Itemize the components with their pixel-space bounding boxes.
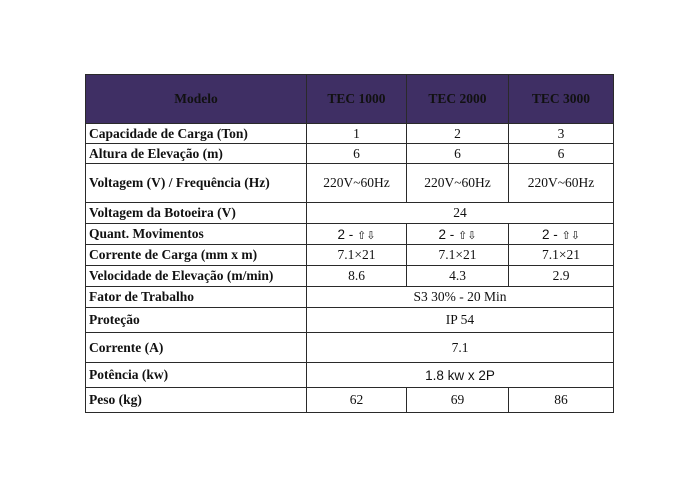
value-altura-3: 6 [509, 144, 614, 164]
label-potencia: Potência (kw) [86, 363, 307, 388]
row-capacidade [86, 124, 614, 144]
value-peso-2: 69 [407, 388, 509, 413]
label-capacidade: Capacidade de Carga (Ton) [86, 124, 307, 144]
header-tec-1000: TEC 1000 [307, 75, 407, 124]
row-altura [86, 144, 614, 164]
value-potencia: 1.8 kw x 2P [307, 363, 614, 388]
value-velocidade-1: 8.6 [307, 266, 407, 287]
header-row [86, 75, 614, 124]
label-corrente: Corrente (A) [86, 333, 307, 363]
arrow-down-icon: ⇩ [467, 228, 477, 242]
value-capacidade-1: 1 [307, 124, 407, 144]
row-voltagem [86, 164, 614, 203]
value-voltagem-3: 220V~60Hz [509, 164, 614, 203]
label-botoeira: Voltagem da Botoeira (V) [86, 203, 307, 224]
value-velocidade-3: 2.9 [509, 266, 614, 287]
value-capacidade-2: 2 [407, 124, 509, 144]
header-tec-3000: TEC 3000 [509, 75, 614, 124]
value-corrente-carga-2: 7.1×21 [407, 245, 509, 266]
spec-table [85, 74, 614, 413]
row-corrente-carga [86, 245, 614, 266]
header-tec-2000: TEC 2000 [407, 75, 509, 124]
value-altura-1: 6 [307, 144, 407, 164]
row-movimentos [86, 224, 614, 245]
value-capacidade-3: 3 [509, 124, 614, 144]
header-model: Modelo [86, 75, 307, 124]
value-corrente: 7.1 [307, 333, 614, 363]
value-protecao: IP 54 [307, 308, 614, 333]
row-peso [86, 388, 614, 413]
value-movimentos-1 [307, 224, 407, 245]
row-velocidade [86, 266, 614, 287]
value-altura-2: 6 [407, 144, 509, 164]
value-voltagem-2: 220V~60Hz [407, 164, 509, 203]
value-fator: S3 30% - 20 Min [307, 287, 614, 308]
label-voltagem: Voltagem (V) / Frequência (Hz) [86, 164, 307, 203]
movimentos-count: 2 - [438, 226, 455, 242]
label-movimentos: Quant. Movimentos [86, 224, 307, 245]
movimentos-count: 2 - [337, 226, 354, 242]
arrow-up-icon: ⇧ [357, 228, 367, 242]
value-movimentos-2 [407, 224, 509, 245]
label-velocidade: Velocidade de Elevação (m/min) [86, 266, 307, 287]
value-velocidade-2: 4.3 [407, 266, 509, 287]
row-corrente [86, 333, 614, 363]
value-corrente-carga-3: 7.1×21 [509, 245, 614, 266]
row-protecao [86, 308, 614, 333]
label-peso: Peso (kg) [86, 388, 307, 413]
arrow-down-icon: ⇩ [366, 228, 376, 242]
value-movimentos-3 [509, 224, 614, 245]
movimentos-count: 2 - [542, 226, 558, 242]
row-fator [86, 287, 614, 308]
value-peso-3: 86 [509, 388, 614, 413]
value-corrente-carga-1: 7.1×21 [307, 245, 407, 266]
value-peso-1: 62 [307, 388, 407, 413]
label-altura: Altura de Elevação (m) [86, 144, 307, 164]
arrow-down-icon: ⇩ [570, 228, 580, 242]
row-botoeira [86, 203, 614, 224]
label-corrente-carga: Corrente de Carga (mm x m) [86, 245, 307, 266]
label-fator: Fator de Trabalho [86, 287, 307, 308]
row-potencia [86, 363, 614, 388]
label-protecao: Proteção [86, 308, 307, 333]
arrow-up-icon: ⇧ [561, 228, 571, 242]
value-botoeira: 24 [307, 203, 614, 224]
value-voltagem-1: 220V~60Hz [307, 164, 407, 203]
arrow-up-icon: ⇧ [458, 228, 468, 242]
